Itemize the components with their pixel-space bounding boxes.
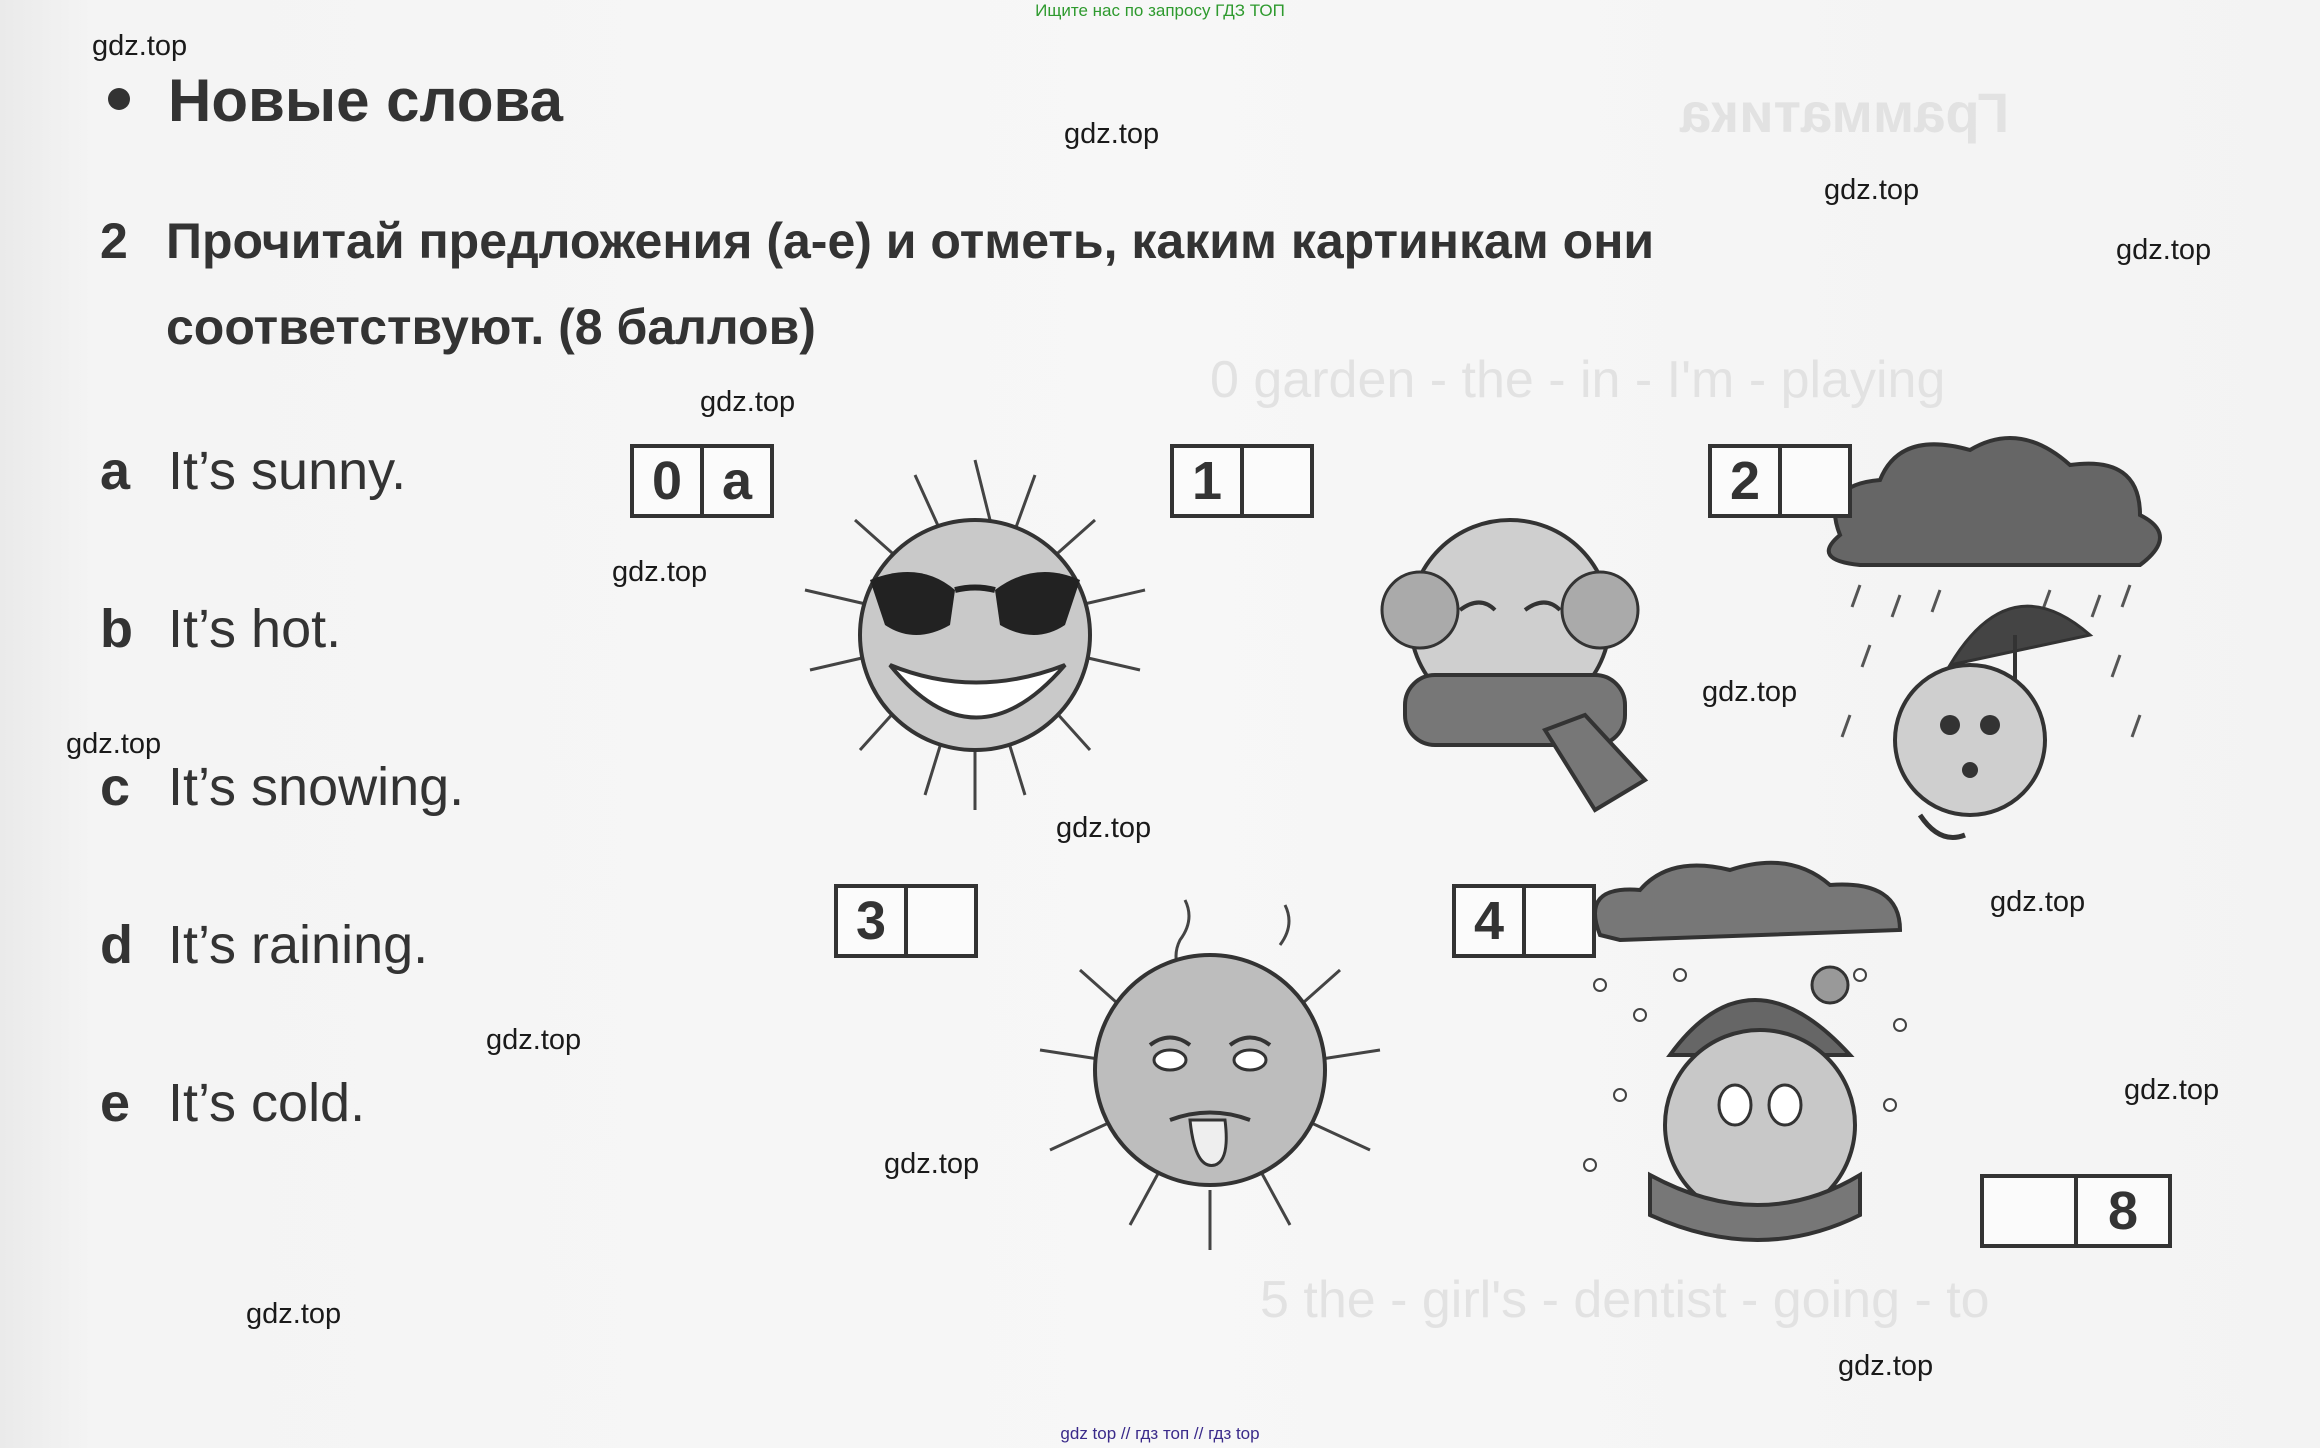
sentence-d [100, 914, 428, 976]
box-number: 2 [1729, 451, 1761, 511]
watermark: gdz.top [2124, 1074, 2220, 1106]
task-number: 2 [100, 213, 128, 269]
watermark: gdz.top [1064, 118, 1160, 150]
sentence-text: It’s hot. [168, 599, 342, 659]
footer-note: gdz top // гдз топ // гдз top [1060, 1424, 1260, 1443]
section-heading [108, 66, 563, 135]
sentence-text: It’s raining. [168, 915, 429, 975]
box-number: 1 [1191, 451, 1223, 511]
box-number: 4 [1473, 891, 1505, 951]
watermark: gdz.top [486, 1024, 582, 1056]
box-number: 0 [651, 451, 683, 511]
watermark: gdz.top [1056, 812, 1152, 844]
answer-box-3 [834, 884, 978, 958]
answer-box-1 [1170, 444, 1314, 518]
bullet-icon [108, 88, 130, 110]
watermark: gdz.top [66, 728, 162, 760]
sentence-text: It’s sunny. [168, 441, 407, 501]
watermark: gdz.top [700, 386, 796, 418]
watermark: gdz.top [92, 30, 188, 62]
sentence-e [100, 1072, 365, 1134]
search-hint: Ищите нас по запросу ГДЗ ТОП [1035, 1, 1285, 20]
section-title: Новые слова [168, 67, 563, 134]
task-text-line2: соответствуют. (8 баллов) [166, 299, 816, 355]
sentence-letter: e [100, 1073, 131, 1133]
task-instruction [100, 198, 1654, 370]
answer-box-0 [630, 444, 774, 518]
watermark: gdz.top [1990, 886, 2086, 918]
box-answer-field[interactable] [904, 888, 974, 954]
task-text-line1: Прочитай предложения (a-e) и отметь, каким картинкам они [166, 213, 1655, 269]
snow-hat-face-icon [1560, 855, 1940, 1275]
sentence-letter: a [100, 441, 131, 501]
ghost-text: 0 garden - the - in - I'm - playing [1210, 351, 1946, 409]
answer-box-2 [1708, 444, 1852, 518]
watermark: gdz.top [1838, 1350, 1934, 1382]
watermark: gdz.top [884, 1148, 980, 1180]
score-box [1980, 1174, 2172, 1248]
ghost-text: Грамматика [1680, 81, 2010, 144]
hot-sweating-sun-icon [1020, 880, 1400, 1260]
watermark: gdz.top [612, 556, 708, 588]
box-number: 3 [855, 891, 887, 951]
sentence-letter: d [100, 915, 133, 975]
score-field[interactable] [1984, 1178, 2074, 1244]
sentence-a [100, 440, 406, 502]
cold-scarf-face-icon [1345, 500, 1685, 820]
sentence-letter: c [100, 757, 131, 817]
answer-box-4 [1452, 884, 1596, 958]
box-answer-field[interactable] [1778, 448, 1848, 514]
watermark: gdz.top [1702, 676, 1798, 708]
sentence-text: It’s cold. [168, 1073, 366, 1133]
sentence-c [100, 756, 464, 818]
sentence-text: It’s snowing. [168, 757, 465, 817]
box-answer-field[interactable]: a [700, 448, 770, 514]
rain-umbrella-face-icon [1800, 425, 2190, 855]
box-answer-field[interactable] [1240, 448, 1310, 514]
sentence-b [100, 598, 341, 660]
sentence-letter: b [100, 599, 133, 659]
watermark: gdz.top [246, 1298, 342, 1330]
ghost-text: 5 the - girl's - dentist - going - to [1260, 1271, 1990, 1329]
watermark: gdz.top [2116, 234, 2212, 266]
box-answer-field[interactable] [1522, 888, 1592, 954]
score-total: 8 [2074, 1178, 2168, 1244]
sunglasses-sun-icon [775, 440, 1175, 820]
watermark: gdz.top [1824, 174, 1920, 206]
